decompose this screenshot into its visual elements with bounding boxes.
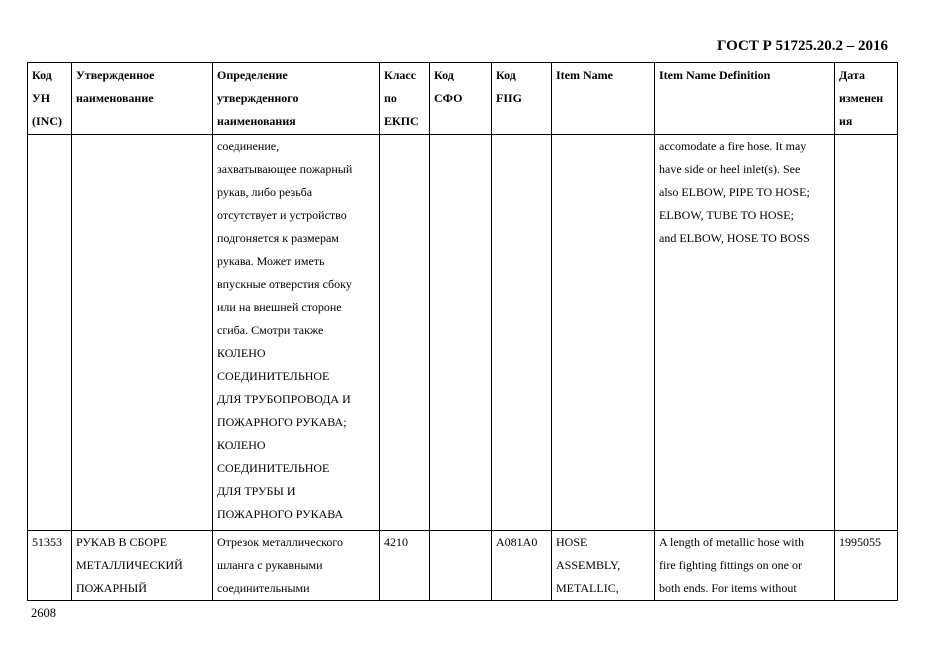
cell-text-line: ASSEMBLY, [556,558,621,572]
cell-text-line: A length of metallic hose with [659,535,804,549]
cell-text-line: fire fighting fittings on one or [659,558,802,572]
cell-text-line: 4210 [384,535,408,549]
table-row [28,135,898,531]
cell-text-line: соединительными [217,581,310,595]
header-text-line: Item Name [556,68,613,82]
cell-text-line: both ends. For items without [659,581,797,595]
header-text-line: наименования [217,114,296,128]
cell-class-ekps [380,135,430,531]
header-text-line: Код [32,68,52,82]
header-fiig-code [492,63,552,135]
cell-text-line: ПОЖАРНОГО РУКАВА [217,507,344,521]
cell-text-line: have side or heel inlet(s). See [659,162,801,176]
table-row [28,531,898,601]
cell-text-line: РУКАВ В СБОРЕ [76,535,168,549]
header-text-line: по [384,91,397,105]
cell-item-name [552,531,655,601]
cell-text-line: accomodate a fire hose. It may [659,139,807,153]
header-text-line: Код [434,68,454,82]
cell-text-line: подгоняется к размерам [217,231,339,245]
cell-text-line: and ELBOW, HOSE TO BOSS [659,231,810,245]
header-text-line: утвержденного [217,91,299,105]
header-definition [213,63,380,135]
cell-text-line: ПОЖАРНОГО РУКАВА; [217,415,347,429]
cell-text-line: ДЛЯ ТРУБЫ И [217,484,296,498]
header-text-line: FIIG [496,91,523,105]
header-text-line: СФО [434,91,463,105]
header-text-line: Код [496,68,516,82]
cell-fiig-code [492,531,552,601]
cell-text-line: шланга с рукавными [217,558,323,572]
header-change-date [835,63,898,135]
header-text-line: Item Name Definition [659,68,771,82]
cell-sfo-code [430,531,492,601]
header-item-name [552,63,655,135]
cell-sfo-code [430,135,492,531]
header-text-line: ия [839,114,853,128]
cell-text-line: КОЛЕНО [217,346,266,360]
cell-text-line: рукав, либо резьба [217,185,313,199]
cell-fiig-code [492,135,552,531]
cell-text-line: 51353 [32,535,62,549]
cell-text-line: 1995055 [839,535,881,549]
cell-definition [213,135,380,531]
table-header-row [28,63,898,135]
header-text-line: Определение [217,68,288,82]
cell-text-line: СОЕДИНИТЕЛЬНОЕ [217,369,330,383]
cell-item-name-definition [655,135,835,531]
cell-change-date [835,135,898,531]
cell-text-line: ДЛЯ ТРУБОПРОВОДА И [217,392,351,406]
header-text-line: наименование [76,91,154,105]
cell-text-line: рукава. Может иметь [217,254,325,268]
header-approved-name [72,63,213,135]
cell-text-line: КОЛЕНО [217,438,266,452]
header-text-line: Класс [384,68,417,82]
header-text-line: Утвержденное [76,68,155,82]
cell-inc [28,135,72,531]
cell-text-line: захватывающее пожарный [217,162,353,176]
cell-text-line: МЕТАЛЛИЧЕСКИЙ [76,558,183,572]
cell-inc [28,531,72,601]
header-item-name-definition [655,63,835,135]
cell-text-line: Отрезок металлического [217,535,343,549]
header-class-ekps [380,63,430,135]
cell-text-line: ПОЖАРНЫЙ [76,581,147,595]
header-inc [28,63,72,135]
cell-text-line: СОЕДИНИТЕЛЬНОЕ [217,461,330,475]
cell-definition [213,531,380,601]
header-text-line: ЕКПС [384,114,419,128]
cell-item-name [552,135,655,531]
header-text-line: УН [32,91,51,105]
header-text-line: изменен [839,91,884,105]
cell-text-line: сгиба. Смотри также [217,323,324,337]
cell-approved-name [72,531,213,601]
cell-text-line: ELBOW, TUBE TO HOSE; [659,208,794,222]
nomenclature-table [27,62,898,601]
document-title: ГОСТ Р 51725.20.2 – 2016 [716,38,888,54]
cell-text-line: или на внешней стороне [217,300,342,314]
cell-text-line: соединение, [217,139,280,153]
cell-text-line: METALLIC, [556,581,619,595]
cell-text-line: also ELBOW, PIPE TO HOSE; [659,185,810,199]
header-text-line: (INC) [32,114,62,128]
cell-text-line: A081A0 [496,535,538,549]
page-number: 2608 [31,606,56,620]
cell-text-line: впускные отверстия сбоку [217,277,352,291]
header-text-line: Дата [839,68,865,82]
cell-class-ekps [380,531,430,601]
cell-text-line: HOSE [556,535,588,549]
header-sfo-code [430,63,492,135]
cell-item-name-definition [655,531,835,601]
cell-approved-name [72,135,213,531]
cell-change-date [835,531,898,601]
cell-text-line: отсутствует и устройство [217,208,347,222]
